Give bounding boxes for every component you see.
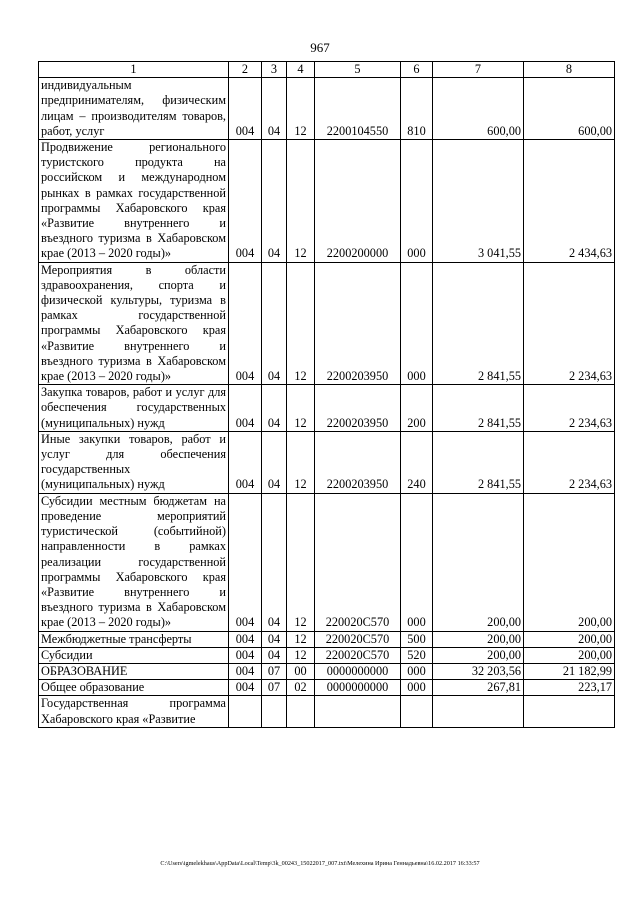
cell-amount-actual: 200,00 bbox=[524, 631, 615, 647]
table-row bbox=[39, 385, 615, 432]
cell-expense-type: 240 bbox=[401, 431, 433, 493]
table-row bbox=[39, 631, 615, 647]
cell-amount-actual: 200,00 bbox=[524, 647, 615, 663]
cell-ministry-code bbox=[229, 696, 262, 727]
cell-amount-planned: 200,00 bbox=[433, 647, 524, 663]
cell-subsection-code bbox=[287, 696, 315, 727]
cell-item-name: Субсидии bbox=[39, 647, 229, 663]
cell-ministry-code: 004 bbox=[229, 385, 262, 432]
cell-subsection-code: 12 bbox=[287, 78, 315, 140]
cell-subsection-code: 12 bbox=[287, 631, 315, 647]
table-row bbox=[39, 647, 615, 663]
cell-item-name: Межбюджетные трансферты bbox=[39, 631, 229, 647]
cell-subsection-code: 12 bbox=[287, 262, 315, 385]
cell-expense-type: 000 bbox=[401, 680, 433, 696]
cell-subsection-code: 12 bbox=[287, 493, 315, 631]
column-header: 7 bbox=[433, 62, 524, 78]
table-row bbox=[39, 696, 615, 727]
table-row bbox=[39, 262, 615, 385]
cell-expense-type: 000 bbox=[401, 493, 433, 631]
cell-item-name: Государственная программа Хабаровского края «Развитие bbox=[39, 696, 229, 727]
cell-target-article: 220020С570 bbox=[315, 631, 401, 647]
cell-ministry-code: 004 bbox=[229, 663, 262, 679]
cell-expense-type: 200 bbox=[401, 385, 433, 432]
cell-target-article: 2200203950 bbox=[315, 431, 401, 493]
column-header: 2 bbox=[229, 62, 262, 78]
cell-amount-actual bbox=[524, 696, 615, 727]
cell-item-name: Субсидии местным бюджетам на проведение мероприятий туристической (событийной) направленности в рамках реализации государственной программы Хабаровского края «Развитие внутреннего и въездного туризма в Хабаровском крае (2013 – 2020 годы)» bbox=[39, 493, 229, 631]
cell-subsection-code: 12 bbox=[287, 647, 315, 663]
cell-amount-actual: 2 234,63 bbox=[524, 385, 615, 432]
cell-amount-planned: 2 841,55 bbox=[433, 262, 524, 385]
cell-target-article: 0000000000 bbox=[315, 663, 401, 679]
table-row bbox=[39, 493, 615, 631]
cell-amount-planned: 600,00 bbox=[433, 78, 524, 140]
cell-amount-actual: 21 182,99 bbox=[524, 663, 615, 679]
cell-target-article bbox=[315, 696, 401, 727]
column-header: 4 bbox=[287, 62, 315, 78]
cell-amount-actual: 2 234,63 bbox=[524, 262, 615, 385]
cell-section-code: 04 bbox=[262, 631, 287, 647]
cell-section-code: 07 bbox=[262, 663, 287, 679]
cell-section-code: 07 bbox=[262, 680, 287, 696]
cell-ministry-code: 004 bbox=[229, 680, 262, 696]
cell-ministry-code: 004 bbox=[229, 262, 262, 385]
cell-item-name: Мероприятия в области здравоохранения, спорта и физической культуры, туризма в рамках государственной программы Хабаровского края «Развитие внутреннего и въездного туризма в Хабаровском крае (2013 – 2020 годы)» bbox=[39, 262, 229, 385]
cell-expense-type: 810 bbox=[401, 78, 433, 140]
table-row bbox=[39, 663, 615, 679]
cell-amount-planned: 200,00 bbox=[433, 631, 524, 647]
cell-section-code: 04 bbox=[262, 385, 287, 432]
cell-section-code: 04 bbox=[262, 262, 287, 385]
cell-target-article: 220020С570 bbox=[315, 493, 401, 631]
footer-file-path: C:\Users\igmelekhaus\AppData\Local\Temp\3k_00243_15022017_007.txt\Мелехина Ирина Геннадьевна\16.02.2017 16:33:57 bbox=[160, 860, 480, 867]
cell-section-code bbox=[262, 696, 287, 727]
column-header: 6 bbox=[401, 62, 433, 78]
column-header: 5 bbox=[315, 62, 401, 78]
cell-subsection-code: 12 bbox=[287, 431, 315, 493]
column-header: 3 bbox=[262, 62, 287, 78]
cell-item-name: Общее образование bbox=[39, 680, 229, 696]
cell-section-code: 04 bbox=[262, 431, 287, 493]
cell-ministry-code: 004 bbox=[229, 431, 262, 493]
table-row bbox=[39, 140, 615, 263]
page-number: 967 bbox=[310, 40, 330, 55]
cell-expense-type: 500 bbox=[401, 631, 433, 647]
cell-section-code: 04 bbox=[262, 493, 287, 631]
cell-section-code: 04 bbox=[262, 78, 287, 140]
cell-section-code: 04 bbox=[262, 140, 287, 263]
cell-subsection-code: 12 bbox=[287, 140, 315, 263]
cell-expense-type: 000 bbox=[401, 262, 433, 385]
cell-ministry-code: 004 bbox=[229, 493, 262, 631]
cell-section-code: 04 bbox=[262, 647, 287, 663]
cell-expense-type: 520 bbox=[401, 647, 433, 663]
cell-amount-planned: 2 841,55 bbox=[433, 385, 524, 432]
header-row bbox=[39, 62, 615, 78]
table-row bbox=[39, 680, 615, 696]
cell-target-article: 2200200000 bbox=[315, 140, 401, 263]
cell-amount-actual: 2 434,63 bbox=[524, 140, 615, 263]
cell-amount-planned: 267,81 bbox=[433, 680, 524, 696]
cell-amount-actual: 2 234,63 bbox=[524, 431, 615, 493]
column-header: 8 bbox=[524, 62, 615, 78]
cell-item-name: Иные закупки товаров, работ и услуг для обеспечения государственных (муниципальных) нужд bbox=[39, 431, 229, 493]
cell-amount-planned: 3 041,55 bbox=[433, 140, 524, 263]
cell-item-name: Закупка товаров, работ и услуг для обеспечения государственных (муниципальных) нужд bbox=[39, 385, 229, 432]
cell-expense-type: 000 bbox=[401, 663, 433, 679]
cell-item-name: индивидуальным предпринимателям, физическим лицам – производителям товаров, работ, услуг bbox=[39, 78, 229, 140]
cell-amount-planned: 200,00 bbox=[433, 493, 524, 631]
cell-item-name: Продвижение регионального туристского продукта на российском и международном рынках в рамках государственной программы Хабаровского края «Развитие внутреннего и въездного туризма в Хабаровском крае (2013 – 2020 годы)» bbox=[39, 140, 229, 263]
table-row bbox=[39, 431, 615, 493]
cell-ministry-code: 004 bbox=[229, 631, 262, 647]
cell-amount-actual: 223,17 bbox=[524, 680, 615, 696]
cell-ministry-code: 004 bbox=[229, 78, 262, 140]
cell-expense-type bbox=[401, 696, 433, 727]
cell-subsection-code: 12 bbox=[287, 385, 315, 432]
column-header: 1 bbox=[39, 62, 229, 78]
table-row bbox=[39, 78, 615, 140]
cell-target-article: 220020С570 bbox=[315, 647, 401, 663]
cell-item-name: ОБРАЗОВАНИЕ bbox=[39, 663, 229, 679]
budget-table bbox=[38, 61, 615, 728]
cell-amount-planned bbox=[433, 696, 524, 727]
cell-target-article: 0000000000 bbox=[315, 680, 401, 696]
cell-subsection-code: 02 bbox=[287, 680, 315, 696]
cell-amount-planned: 32 203,56 bbox=[433, 663, 524, 679]
cell-amount-actual: 600,00 bbox=[524, 78, 615, 140]
cell-subsection-code: 00 bbox=[287, 663, 315, 679]
cell-expense-type: 000 bbox=[401, 140, 433, 263]
cell-amount-actual: 200,00 bbox=[524, 493, 615, 631]
cell-ministry-code: 004 bbox=[229, 140, 262, 263]
cell-target-article: 2200104550 bbox=[315, 78, 401, 140]
cell-target-article: 2200203950 bbox=[315, 385, 401, 432]
cell-amount-planned: 2 841,55 bbox=[433, 431, 524, 493]
cell-target-article: 2200203950 bbox=[315, 262, 401, 385]
cell-ministry-code: 004 bbox=[229, 647, 262, 663]
